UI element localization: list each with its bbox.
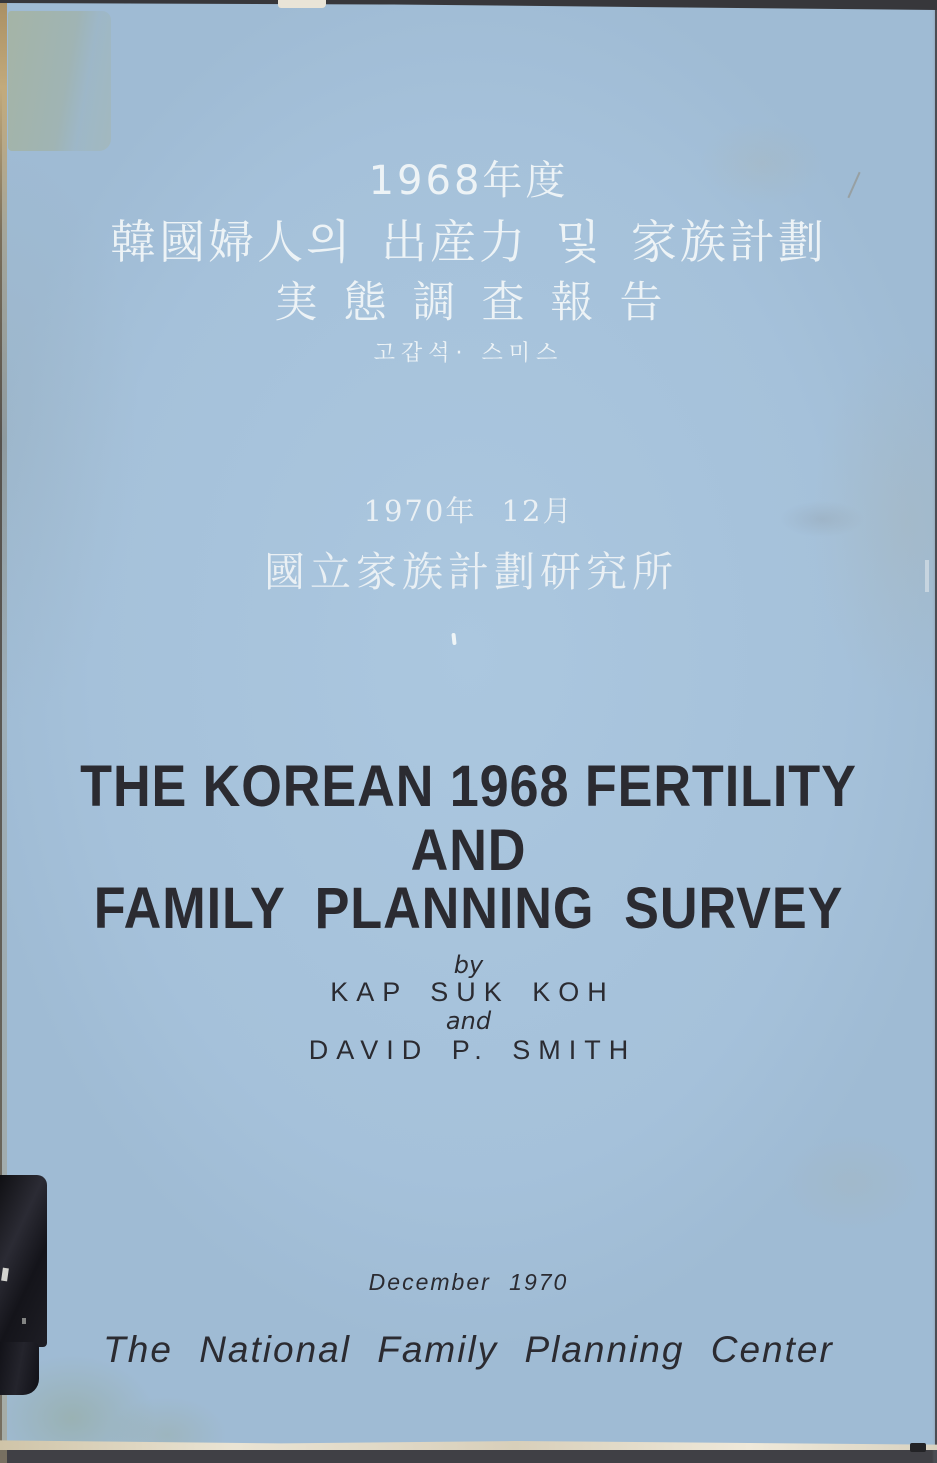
tape-residue-stain xyxy=(8,11,111,151)
byline-author-2: DAVID P. SMITH xyxy=(308,1035,637,1065)
byline-and-label: and xyxy=(445,1007,492,1035)
cover-main-title-korean: 韓國婦人의 出産力 및 家族計劃 xyxy=(110,215,827,269)
label-wear-fleck-small xyxy=(22,1318,26,1324)
imprint-date-cjk: 1970年 12月 xyxy=(363,494,574,528)
cover-authors-korean: 고갑석· 스미스 xyxy=(373,341,564,366)
cover-year-line-cjk: 1968年度 xyxy=(368,158,569,204)
main-title-line1: THE KOREAN 1968 FERTILITY xyxy=(80,754,857,819)
footer-date: December 1970 xyxy=(368,1269,569,1295)
cover-subtitle-cjk: 実態調査報告 xyxy=(274,278,689,328)
bottom-corner-speck xyxy=(910,1443,926,1452)
right-worn-edge xyxy=(932,0,937,1463)
main-title-line3: FAMILY PLANNING SURVEY xyxy=(93,876,844,941)
right-edge-fleck xyxy=(925,560,929,592)
imprint-institute-cjk: 國立家族計劃研究所 xyxy=(264,548,678,596)
footer-publisher: The National Family Planning Center xyxy=(103,1329,834,1370)
main-title-line2: AND xyxy=(410,818,527,883)
byline-author-1: KAP SUK KOH xyxy=(330,977,615,1007)
white-speck-mark xyxy=(451,633,456,645)
book-cover xyxy=(2,3,935,1450)
top-edge-paper-chip xyxy=(278,0,326,8)
byline-by-label: by xyxy=(453,951,484,979)
